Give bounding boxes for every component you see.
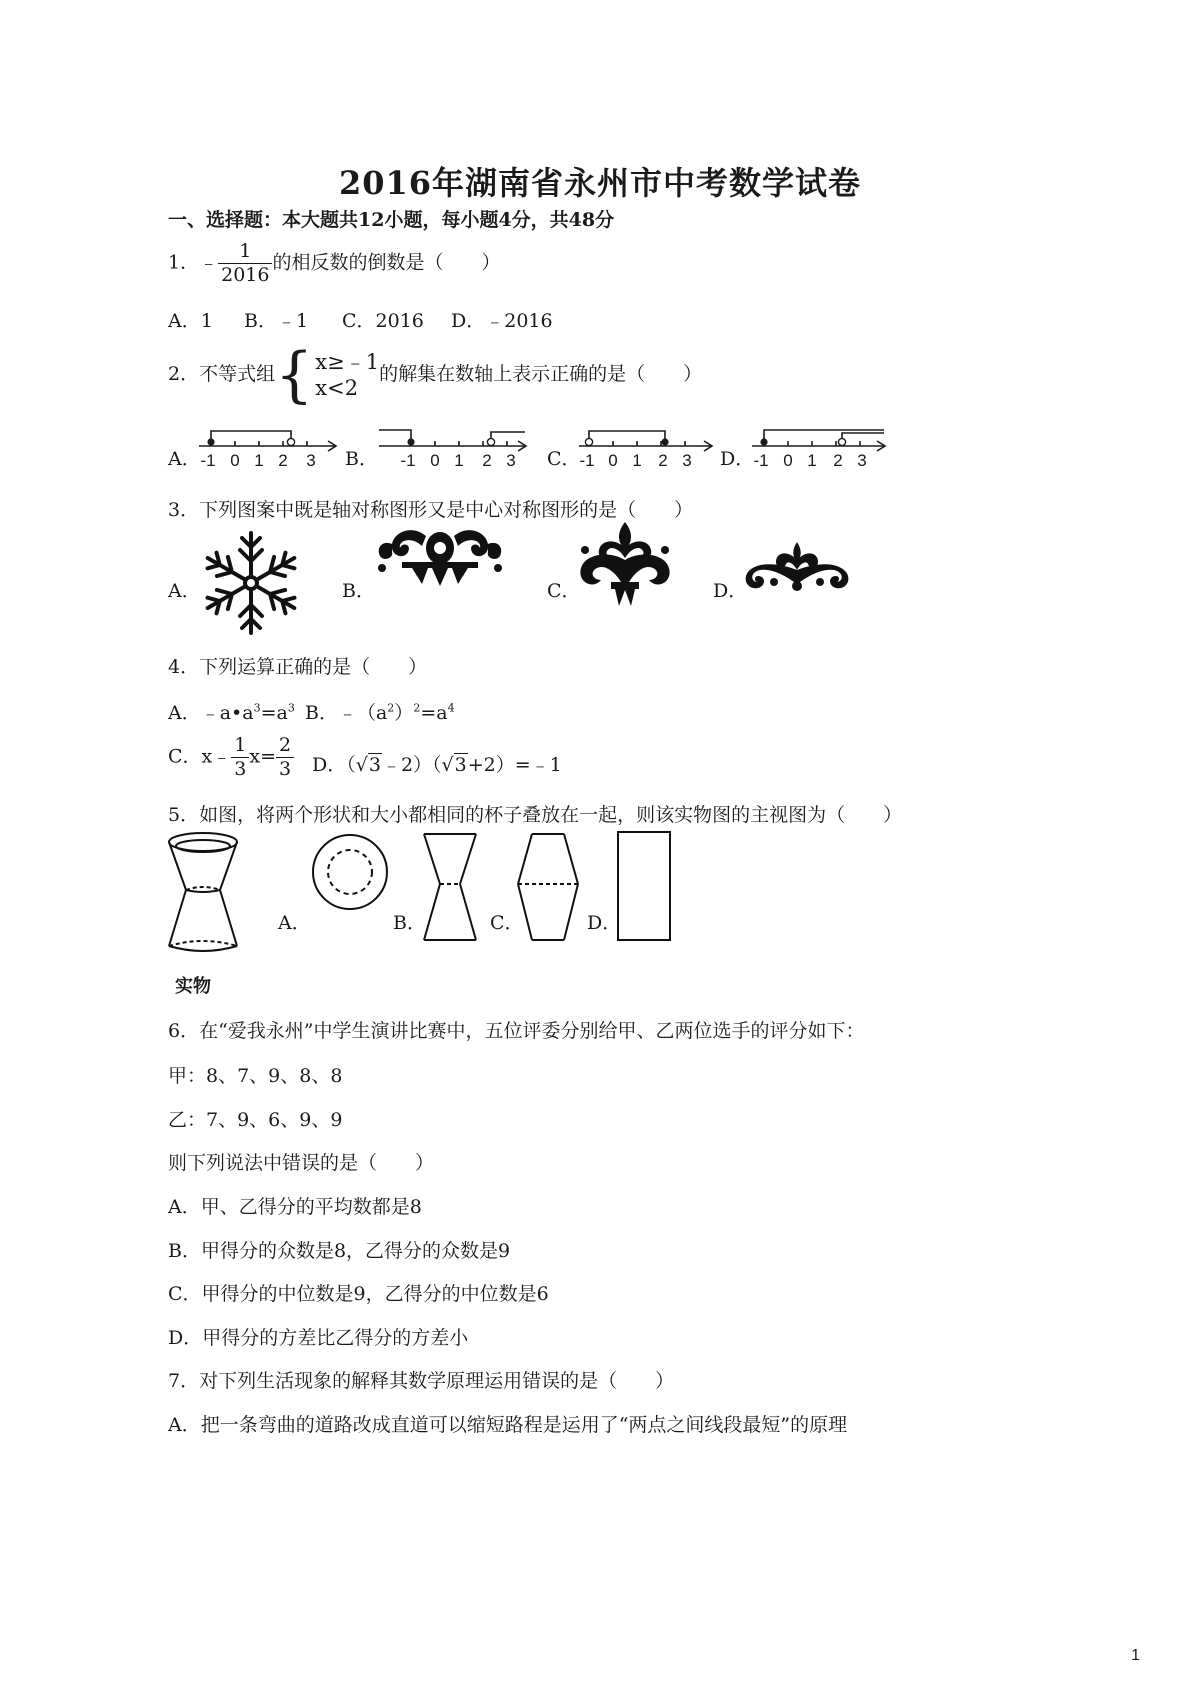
q4-option-c	[168, 736, 294, 779]
ornament-pattern-b	[372, 526, 508, 588]
q4-b-exp1: 2	[387, 701, 395, 715]
q4-c-frac2-den: 3	[279, 758, 292, 780]
number-line-d	[748, 420, 893, 470]
question-7: 7．对下列生活现象的解释其数学原理运用错误的是（ ）	[168, 1370, 675, 1392]
q6-yi-scores: 乙：7、9、6、9、9	[168, 1109, 343, 1131]
q4-c-frac2-num: 2	[276, 736, 294, 758]
tick-label: 2	[278, 451, 288, 470]
ornament-pattern-d	[740, 540, 855, 595]
tick-label: 2	[482, 451, 492, 470]
q2-text-before: 不等式组	[199, 363, 276, 385]
q1-text: 的相反数的倒数是（ ）	[272, 251, 501, 274]
q3-option-b-letter: B．	[342, 580, 375, 602]
q1-frac-den: 2016	[221, 264, 270, 286]
q4-c-frac2	[276, 736, 294, 779]
q2-option-b-letter: B．	[345, 448, 378, 470]
q2-option-c-letter: C．	[547, 448, 581, 470]
q1-number: 1．	[168, 251, 200, 274]
q2-option-d-letter: D．	[720, 448, 755, 470]
q6-option-d: D．甲得分的方差比乙得分的方差小	[168, 1327, 469, 1349]
sqrt-icon: √	[355, 754, 368, 776]
q6-option-b: B．甲得分的众数是8，乙得分的众数是9	[168, 1240, 511, 1262]
section-heading: 一、选择题：本大题共12小题，每小题4分，共48分	[168, 209, 615, 231]
tick-label: 3	[857, 451, 867, 470]
tick-label: 0	[230, 451, 240, 470]
q4-d-end: +2）=﹣1	[467, 754, 562, 776]
tick-label: 3	[306, 451, 316, 470]
q1-option-a: A．1	[168, 310, 213, 332]
question-5: 5．如图，将两个形状和大小都相同的杯子叠放在一起，则该实物图的主视图为（ ）	[168, 804, 903, 826]
q4-option-a	[168, 698, 295, 725]
q4-a-mid: =a	[260, 702, 288, 724]
q4-a-exp2: 3	[287, 701, 295, 715]
number-line-b	[375, 420, 535, 470]
q4-a-exp1: 3	[253, 701, 261, 715]
tick-label: 0	[608, 451, 618, 470]
q6-jia-scores: 甲：8、7、9、8、8	[168, 1065, 343, 1087]
q2-text-after: 的解集在数轴上表示正确的是（ ）	[379, 363, 703, 385]
inequality-line-2: x<2	[315, 376, 359, 400]
q4-b-mid: ）	[394, 702, 414, 724]
q1-frac-num: 1	[218, 242, 272, 264]
q4-c-frac1-num: 1	[231, 736, 249, 758]
ring-view-figure	[308, 830, 392, 914]
tick-label: 1	[454, 451, 464, 470]
sqrt-icon: √	[441, 754, 454, 776]
q2-number: 2．	[168, 363, 200, 385]
q4-c-mid: x=	[249, 745, 276, 768]
q7-option-a: A．把一条弯曲的道路改成直道可以缩短路程是运用了“两点之间线段最短”的原理	[168, 1414, 848, 1436]
tick-label: 1	[254, 451, 264, 470]
q5-option-b-letter: B．	[393, 912, 426, 934]
brace-symbol: {	[275, 340, 314, 410]
q4-d-radicand-1: 3	[368, 754, 381, 776]
q4-b-exp3: 4	[447, 701, 455, 715]
q4-b-end: =a	[420, 702, 448, 724]
stacked-cups-figure	[160, 828, 250, 958]
snowflake-pattern	[196, 528, 306, 638]
q2-option-a-letter: A．	[168, 448, 201, 470]
q4-d-pre: D．（	[312, 754, 356, 776]
rectangle-view-figure	[616, 830, 674, 944]
page-number: 1	[1131, 1647, 1140, 1664]
q4-a-text: A．﹣a•a	[168, 702, 254, 724]
tick-label: 2	[658, 451, 668, 470]
tick-label: -1	[400, 451, 416, 470]
q5-option-c-letter: C．	[490, 912, 524, 934]
tick-label: 1	[807, 451, 817, 470]
q1-sign: ﹣	[199, 251, 219, 274]
q4-b-exp2: 2	[413, 701, 421, 715]
q4-option-d	[312, 750, 562, 777]
hexagon-view-figure	[516, 832, 582, 944]
q1-option-c: C．2016	[342, 310, 424, 332]
q1-option-b: B．﹣1	[244, 310, 309, 332]
q4-b-text: B．﹣（a	[305, 702, 388, 724]
inequality-line-1: x≥﹣1	[315, 349, 380, 374]
tick-label: 2	[833, 451, 843, 470]
q1-option-d: D．﹣2016	[451, 310, 553, 332]
q4-c-frac1-den: 3	[234, 758, 247, 780]
tick-label: 3	[682, 451, 692, 470]
question-1	[168, 242, 500, 285]
q3-option-a-letter: A．	[168, 580, 201, 602]
q4-d-radicand-2: 3	[454, 754, 467, 776]
tick-label: 0	[430, 451, 440, 470]
q4-c-frac1	[231, 736, 249, 779]
number-line-a	[195, 420, 345, 470]
object-label: 实物	[175, 976, 211, 996]
tick-label: -1	[200, 451, 216, 470]
number-line-c	[575, 420, 720, 470]
tick-label: -1	[753, 451, 769, 470]
q6-option-a: A．甲、乙得分的平均数都是8	[168, 1196, 422, 1218]
q4-d-mid: ﹣2）（	[381, 754, 442, 776]
ornament-pattern-c	[575, 520, 675, 608]
q3-option-d-letter: D．	[713, 580, 748, 602]
question-3: 3．下列图案中既是轴对称图形又是中心对称图形的是（ ）	[168, 499, 694, 521]
q6-option-c: C．甲得分的中位数是9，乙得分的中位数是6	[168, 1283, 549, 1305]
tick-label: -1	[579, 451, 595, 470]
q5-option-d-letter: D．	[587, 912, 622, 934]
question-2	[168, 340, 703, 410]
hourglass-view-figure	[422, 832, 482, 944]
question-6: 6．在“爱我永州”中学生演讲比赛中，五位评委分别给甲、乙两位选手的评分如下：	[168, 1020, 865, 1042]
q4-c-pre: C．x﹣	[168, 745, 232, 768]
inequality-system	[275, 340, 380, 410]
q5-option-a-letter: A．	[278, 912, 311, 934]
q4-option-b	[305, 698, 455, 725]
tick-label: 0	[783, 451, 793, 470]
question-4: 4．下列运算正确的是（ ）	[168, 656, 428, 678]
q3-option-c-letter: C．	[547, 580, 581, 602]
tick-label: 3	[506, 451, 516, 470]
tick-label: 1	[632, 451, 642, 470]
page-title: 2016年湖南省永州市中考数学试卷	[338, 164, 862, 202]
q6-question: 则下列说法中错误的是（ ）	[168, 1152, 435, 1174]
q1-fraction	[218, 242, 272, 285]
